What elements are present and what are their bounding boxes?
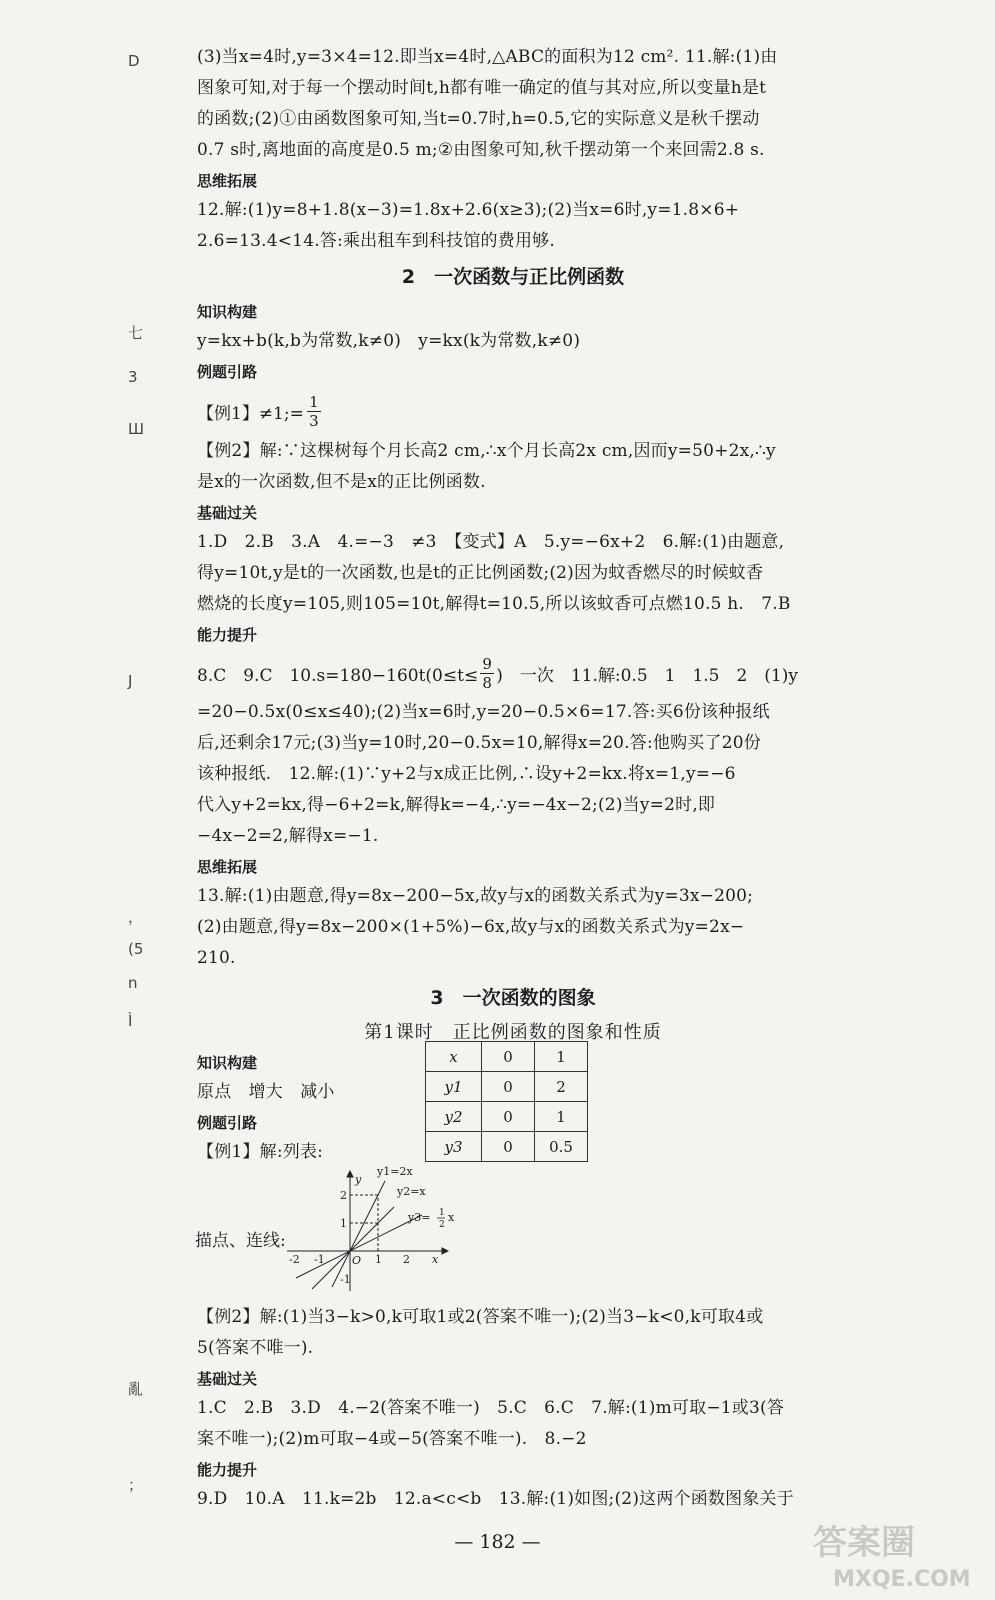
- answer-content: [197, 42, 829, 1168]
- text-fragment: 8.C 9.C 10.s=180−160t(0≤t≤: [197, 665, 479, 686]
- table-cell: 2: [535, 1072, 588, 1102]
- edge-mark: Ì: [128, 1012, 133, 1030]
- text-line: 【例2】解:(1)当3−k>0,k可取1或2(答案不唯一);(2)当3−k<0,k可取4或: [197, 1307, 764, 1327]
- fraction: [307, 393, 321, 430]
- fraction-denominator: 3: [309, 411, 319, 430]
- label-y3-den: 2: [439, 1220, 445, 1230]
- text-line: (3)当x=4时,y=3×4=12.即当x=4时,△ABC的面积为12 cm². 11.解:(1)由: [197, 47, 778, 67]
- y-tick-label: 1: [340, 1217, 347, 1230]
- text-line: 的函数;(2)①由函数图象可知,当t=0.7时,h=0.5,它的实际意义是秋千摆动: [197, 109, 760, 129]
- table-cell: [426, 1072, 482, 1102]
- text-line: 【例2】解:∵这棵树每个月长高2 cm,∴x个月长高2x cm,因而y=50+2x,∴y: [197, 441, 776, 461]
- x-tick-label: 2: [403, 1253, 410, 1266]
- table-cell: 1: [535, 1042, 588, 1072]
- text-line: 1.D 2.B 3.A 4.=−3 ≠3 【变式】A 5.y=−6x+2 6.解:(1)由题意,: [197, 532, 785, 552]
- text-line: 【例1】解:列表:: [197, 1142, 324, 1162]
- text-line: 210.: [197, 948, 236, 968]
- x-tick-label: -1: [314, 1253, 325, 1266]
- text-line: 燃烧的长度y=105,则105=10t,解得t=10.5,所以该蚊香可点燃10.5 h. 7.B: [197, 594, 791, 614]
- section-title: 2 一次函数与正比例函数: [401, 266, 625, 288]
- text-line: 后,还剩余17元;(3)当y=10时,20−0.5x=10,解得x=20.答:他购买了20份: [197, 733, 761, 753]
- draw-label: 描点、连线:: [195, 1231, 286, 1251]
- example-1: [197, 386, 829, 436]
- text-line: [197, 649, 829, 697]
- watermark-logo: [803, 1514, 983, 1592]
- text-line: (2)由题意,得y=8x−200×(1+5%)−6x,故y与x的函数关系式为y=2x−: [197, 917, 745, 937]
- text-line: 该种报纸. 12.解:(1)∵y+2与x成正比例,∴设y+2=kx.将x=1,y=−6: [197, 764, 736, 784]
- table-cell: 0: [482, 1072, 535, 1102]
- edge-mark: 七: [128, 324, 144, 342]
- label-y3-num: 1: [439, 1208, 445, 1218]
- page-number: — 182 —: [454, 1531, 541, 1553]
- section-heading: 思维拓展: [197, 858, 258, 876]
- value-table: [425, 1041, 588, 1162]
- text-line: 是x的一次函数,但不是x的正比例函数.: [197, 472, 486, 492]
- x-tick-label: 1: [375, 1253, 382, 1266]
- table-cell-text: y2: [444, 1107, 463, 1126]
- table-row: [426, 1132, 588, 1162]
- fraction: [480, 655, 494, 692]
- section-heading: 例题引路: [197, 363, 258, 381]
- function-graph: [282, 1163, 462, 1298]
- watermark-top: 答案圈: [813, 1523, 915, 1563]
- text-line: 5(答案不唯一).: [197, 1338, 314, 1358]
- table-cell-text: y1: [444, 1077, 463, 1096]
- x-tick-label: -2: [289, 1253, 300, 1266]
- table-cell-text: y3: [444, 1137, 463, 1156]
- x-axis-arrow: [442, 1248, 448, 1254]
- line-y2: [312, 1207, 394, 1289]
- section-title: 3 一次函数的图象: [430, 987, 596, 1009]
- text-line: 得y=10t,y是t的一次函数,也是t的正比例函数;(2)因为蚊香燃尽的时候蚊香: [197, 563, 764, 583]
- text-fragment: ) 一次 11.解:0.5 1 1.5 2 (1)y: [496, 665, 798, 686]
- label-y2: y2=x: [397, 1185, 426, 1198]
- text-line: −4x−2=2,解得x=−1.: [197, 826, 379, 846]
- text-line: 2.6=13.4<14.答:乘出租车到科技馆的费用够.: [197, 231, 555, 251]
- y-tick-label: -1: [340, 1273, 351, 1286]
- line-y3: [296, 1215, 422, 1278]
- section-heading: 知识构建: [197, 303, 258, 321]
- fraction-denominator: 8: [482, 673, 492, 692]
- label-y3-x: x: [448, 1211, 455, 1224]
- label-y1: y1=2x: [377, 1165, 413, 1178]
- text-line: 0.7 s时,离地面的高度是0.5 m;②由图象可知,秋千摆动第一个来回需2.8 s.: [197, 140, 765, 160]
- section-heading: 能力提升: [197, 1461, 258, 1479]
- edge-mark: (5: [128, 940, 144, 958]
- text-line: y=kx+b(k,b为常数,k≠0) y=kx(k为常数,k≠0): [197, 331, 581, 351]
- section-heading: 思维拓展: [197, 172, 258, 190]
- text-line: =20−0.5x(0≤x≤40);(2)当x=6时,y=20−0.5×6=17.答:买6份该种报纸: [197, 702, 770, 722]
- x-axis-label: x: [432, 1253, 439, 1266]
- y-axis-label: y: [355, 1173, 362, 1186]
- edge-mark: 3: [128, 368, 138, 386]
- y-tick-label: 2: [340, 1189, 347, 1202]
- text-line: 1.C 2.B 3.D 4.−2(答案不唯一) 5.C 6.C 7.解:(1)m可取−1或3(答: [197, 1398, 785, 1418]
- section-heading: 基础过关: [197, 1370, 258, 1388]
- fraction-numerator: 9: [482, 654, 492, 673]
- edge-mark: J: [128, 672, 133, 690]
- edge-mark: ，: [128, 908, 144, 926]
- edge-mark: 亂: [128, 1380, 144, 1398]
- text-line: 12.解:(1)y=8+1.8(x−3)=1.8x+2.6(x≥3);(2)当x=6时,y=1.8×6+: [197, 200, 740, 220]
- example-1-text: 【例1】≠1;=: [197, 403, 304, 424]
- text-line: 9.D 10.A 11.k=2b 12.a<c<b 13.解:(1)如图;(2)这两个函数图象关于: [197, 1489, 794, 1509]
- answer-content-lower: [197, 1302, 829, 1515]
- lesson-subtitle: 第1课时 正比例函数的图象和性质: [364, 1022, 662, 1043]
- table-row: [426, 1042, 588, 1072]
- label-y3: y3=: [408, 1211, 431, 1224]
- section-heading: 例题引路: [197, 1114, 258, 1132]
- section-heading: 基础过关: [197, 504, 258, 522]
- edge-mark: n: [128, 974, 138, 992]
- table-cell: [426, 1042, 482, 1072]
- table-cell: 0: [482, 1102, 535, 1132]
- origin-label: O: [352, 1254, 362, 1267]
- table-cell: 0: [482, 1132, 535, 1162]
- text-line: 案不唯一);(2)m可取−4或−5(答案不唯一). 8.−2: [197, 1429, 587, 1449]
- y-axis-arrow: [347, 1171, 353, 1177]
- text-line: 图象可知,对于每一个摆动时间t,h都有唯一确定的值与其对应,所以变量h是t: [197, 78, 767, 98]
- table-cell: [426, 1132, 482, 1162]
- table-row: [426, 1102, 588, 1132]
- fraction-numerator: 1: [309, 392, 319, 411]
- edge-mark: Ш: [128, 420, 145, 438]
- table-cell: 0: [482, 1042, 535, 1072]
- text-line: 13.解:(1)由题意,得y=8x−200−5x,故y与x的函数关系式为y=3x−200;: [197, 886, 754, 906]
- text-line: 代入y+2=kx,得−6+2=k,解得k=−4,∴y=−4x−2;(2)当y=2时,即: [197, 795, 716, 815]
- table-row: [426, 1072, 588, 1102]
- watermark-bottom: MXQE.COM: [833, 1567, 971, 1592]
- table-cell-text: x: [449, 1047, 458, 1066]
- section-heading: 能力提升: [197, 626, 258, 644]
- table-cell: 0.5: [535, 1132, 588, 1162]
- edge-mark: ；: [128, 1476, 144, 1494]
- table-cell: [426, 1102, 482, 1132]
- edge-mark: D: [128, 52, 140, 70]
- text-line: 原点 增大 减小: [197, 1082, 335, 1102]
- section-heading: 知识构建: [197, 1054, 258, 1072]
- table-cell: 1: [535, 1102, 588, 1132]
